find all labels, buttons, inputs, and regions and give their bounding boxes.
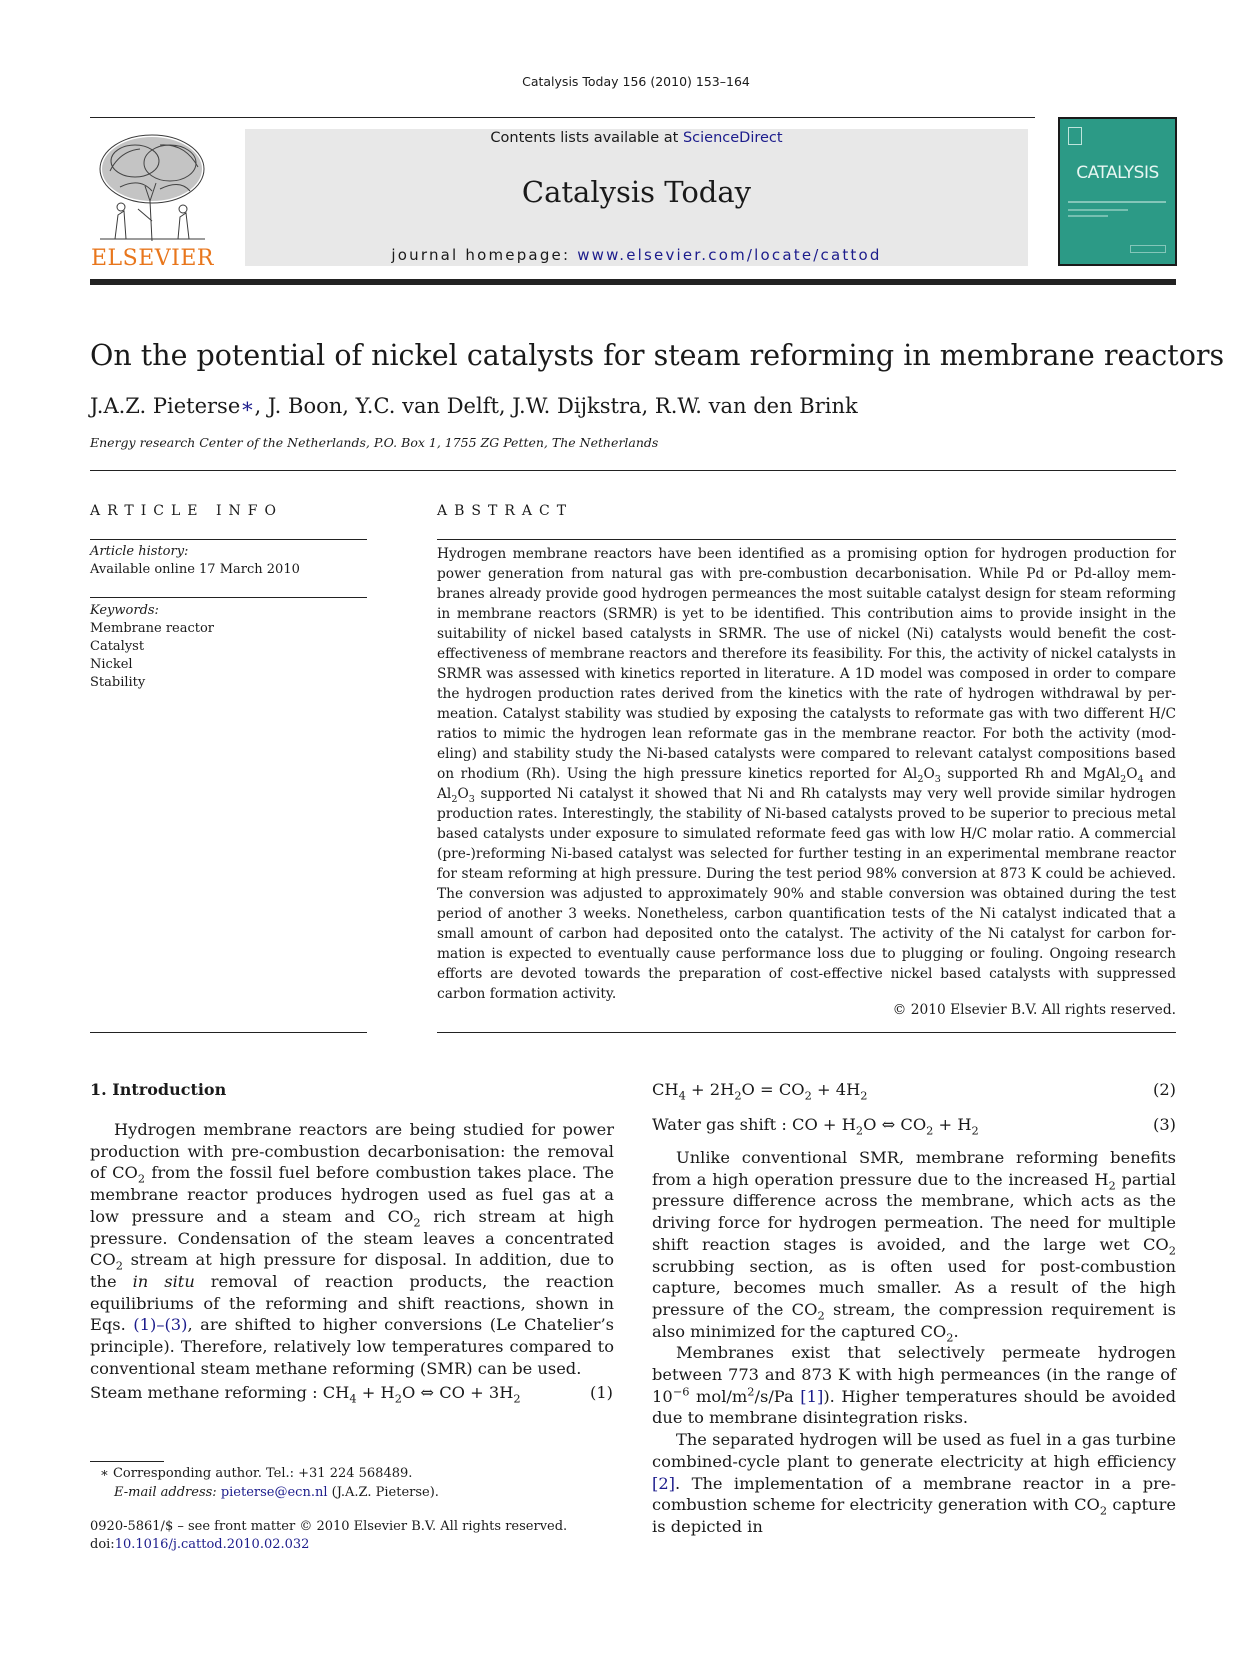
- divider: [90, 1032, 367, 1033]
- cover-line: [1068, 201, 1166, 203]
- cover-line: [1068, 215, 1108, 217]
- keyword: Stability: [90, 675, 146, 690]
- abstract-heading: ABSTRACT: [437, 503, 574, 519]
- corresponding-author-footnote: ∗ Corresponding author. Tel.: +31 224 568489.: [100, 1466, 413, 1481]
- article-info-heading: ARTICLE INFO: [90, 503, 283, 519]
- cover-title: CATALYSIS: [1076, 163, 1159, 183]
- cover-publisher-mark-icon: [1130, 245, 1166, 253]
- equation-number: (2): [1153, 1080, 1177, 1099]
- divider: [90, 470, 1176, 471]
- paper-title: On the potential of nickel catalysts for steam reforming in membrane reactors: [90, 339, 1225, 372]
- doi-line: doi:10.1016/j.cattod.2010.02.032: [90, 1537, 310, 1552]
- keywords-list: [90, 620, 214, 692]
- intro-paragraph: Unlike conventional SMR, membrane reforming benefits from a high operation pressure due to the increased $H_2$ partial pressure difference across the membrane, which acts as the driving force for hydrogen permeation. The need for multiple shift reaction stages is avoided, and the large wet $CO_2$ scrubbing section, as is often used for post-combustion capture, becomes much smaller. As a result of the high pressure of the $CO_2$ stream, the compression requirement is also minimized for the captured $CO_2$.: [652, 1148, 1176, 1344]
- equation-number: (1): [590, 1383, 614, 1402]
- equation-1: Steam methane reforming : $CH_4 + H_2O$ ⇔ CO + $3H_2$: [90, 1383, 521, 1406]
- intro-paragraph: Membranes exist that selectively permeate hydrogen between 773 and 873 K with high permeances (in the range of $10^{-6}$ mol/$m^2/s/Pa$ [1]). Higher temperatures should be avoided due to membrane disintegration risks.: [652, 1343, 1176, 1428]
- author-email-link[interactable]: pieterse@ecn.nl: [220, 1485, 328, 1500]
- keyword: Catalyst: [90, 639, 145, 654]
- section-heading-introduction: 1. Introduction: [90, 1080, 227, 1099]
- top-rule: [90, 117, 1035, 118]
- issn-line: 0920-5861/$ – see front matter © 2010 Elsevier B.V. All rights reserved.: [90, 1519, 568, 1534]
- intro-paragraph: The separated hydrogen will be used as fuel in a gas turbine combined-cycle plant to generate electricity at high efficiency [2]. The implementation of a membrane reactor in a pre-combustion scheme for electricity generation with $CO_2$ capture is depicted in: [652, 1430, 1176, 1536]
- contents-line: Contents lists available at ScienceDirect: [490, 130, 783, 146]
- homepage-line: journal homepage: www.elsevier.com/locate/cattod: [391, 246, 882, 264]
- citation-link[interactable]: [1]: [800, 1386, 824, 1406]
- cover-mark-icon: [1068, 127, 1082, 145]
- doi-link[interactable]: 10.1016/j.cattod.2010.02.032: [114, 1537, 310, 1552]
- divider: [90, 597, 367, 598]
- footnote-rule: [90, 1461, 164, 1462]
- header-thick-rule: [90, 279, 1176, 285]
- intro-paragraph: Hydrogen membrane reactors are being studied for power production with pre-combustion decarbonisation: the removal of $CO_2$ from the fossil fuel before combustion takes place. The membrane reactor produces hydrogen used as fuel gas at a low pressure and a steam and $CO_2$ rich stream at high pressure. Condensation of the steam leaves a concentrated $CO_2$ stream at high pressure for disposal. In addition, due to the in situ removal of reaction products, the reaction equilibriums of the reforming and shift reactions, shown in Eqs. (1)–(3), are shifted to higher conversions (Le Chatelier’s principle). Therefore, relatively low temperatures compared to conventional steam methane reforming (SMR) can be used.: [90, 1120, 615, 1378]
- corresponding-author-marker[interactable]: ∗: [240, 394, 255, 418]
- article-history-value: Available online 17 March 2010: [90, 562, 300, 577]
- email-footnote: E-mail address: pieterse@ecn.nl (J.A.Z. Pieterse).: [114, 1485, 439, 1500]
- equation-3: Water gas shift : CO + $H_2O$ ⇔ $CO_2 + H_2$: [652, 1115, 979, 1138]
- running-head: Catalysis Today 156 (2010) 153–164: [522, 74, 750, 89]
- abstract-text: Hydrogen membrane reactors have been identified as a promising option for hydrogen production for power generation from natural gas with pre-combustion decarbonisation. While Pd or Pd-alloy membranes already provide good hydrogen permeances the most suitable catalyst design for steam reforming in membrane reactors (SRMR) is yet to be identified. This contribution aims to provide insight in the suitability of nickel based catalysts in SRMR. The use of nickel (Ni) catalysts would benefit the cost-effectiveness of membrane reactors and therefore its feasibility. For this, the activity of nickel catalysts in SRMR was assessed with kinetics reported in literature. A 1D model was composed in order to compare the hydrogen production rates derived from the kinetics with the rate of hydrogen withdrawal by permeation. Catalyst stability was studied by exposing the catalysts to reformate gas with two different H/C ratios to mimic the hydrogen lean reformate gas in the membrane reactor. For both the activity (modeling) and stability study the Ni-based catalysts were compared to relevant catalyst compositions based on rhodium (Rh). Using the high pressure kinetics reported for $Al_2O_3$ supported Rh and $MgAl_2O_4$ and $Al_2O_3$ supported Ni catalyst it showed that Ni and Rh catalysts may very well provide similar hydrogen production rates. Interestingly, the stability of Ni-based catalysts proved to be superior to precious metal based catalysts under exposure to simulated reformate feed gas with low H/C molar ratio. A commercial (pre-)reforming Ni-based catalyst was selected for further testing in an experimental membrane reactor for steam reforming at high pressure. During the test period 98% conversion at 873 K could be achieved. The conversion was adjusted to approximately 90% and stable conversion was obtained during the test period of another 3 weeks. Nonetheless, carbon quantification tests of the Ni catalyst indicated that a small amount of carbon had deposited onto the catalyst. The activity of the Ni catalyst for carbon formation is expected to eventually cause performance loss due to plugging or fouling. Ongoing research efforts are devoted towards the preparation of cost-effective nickel based catalysts with suppressed carbon formation activity.: [437, 546, 1176, 1002]
- keyword: Nickel: [90, 657, 133, 672]
- keywords-label: Keywords:: [90, 603, 159, 618]
- abstract-copyright: © 2010 Elsevier B.V. All rights reserved.: [892, 1002, 1176, 1018]
- author-list: J.A.Z. Pieterse∗, J. Boon, Y.C. van Delft, J.W. Dijkstra, R.W. van den Brink: [90, 394, 858, 418]
- equation-number: (3): [1153, 1115, 1177, 1134]
- divider: [90, 539, 367, 540]
- equation-2: $CH_4 + 2H_2O = CO_2 + 4H_2$: [652, 1080, 868, 1103]
- journal-cover-thumbnail: [1058, 117, 1177, 266]
- divider: [437, 539, 1176, 540]
- intro-column-2: [652, 1147, 1176, 1538]
- journal-name: Catalysis Today: [521, 175, 752, 209]
- cover-line: [1068, 209, 1128, 211]
- sciencedirect-link[interactable]: ScienceDirect: [682, 130, 783, 146]
- equation-reference-link[interactable]: (1)–(3): [133, 1315, 188, 1335]
- divider: [437, 1032, 1176, 1033]
- citation-link[interactable]: [2]: [652, 1473, 676, 1493]
- affiliation: Energy research Center of the Netherlands, P.O. Box 1, 1755 ZG Petten, The Netherlands: [90, 435, 659, 450]
- article-history-label: Article history:: [90, 544, 189, 559]
- keyword: Membrane reactor: [90, 621, 215, 636]
- elsevier-wordmark: ELSEVIER: [90, 246, 214, 271]
- journal-homepage-link[interactable]: www.elsevier.com/locate/cattod: [577, 246, 882, 264]
